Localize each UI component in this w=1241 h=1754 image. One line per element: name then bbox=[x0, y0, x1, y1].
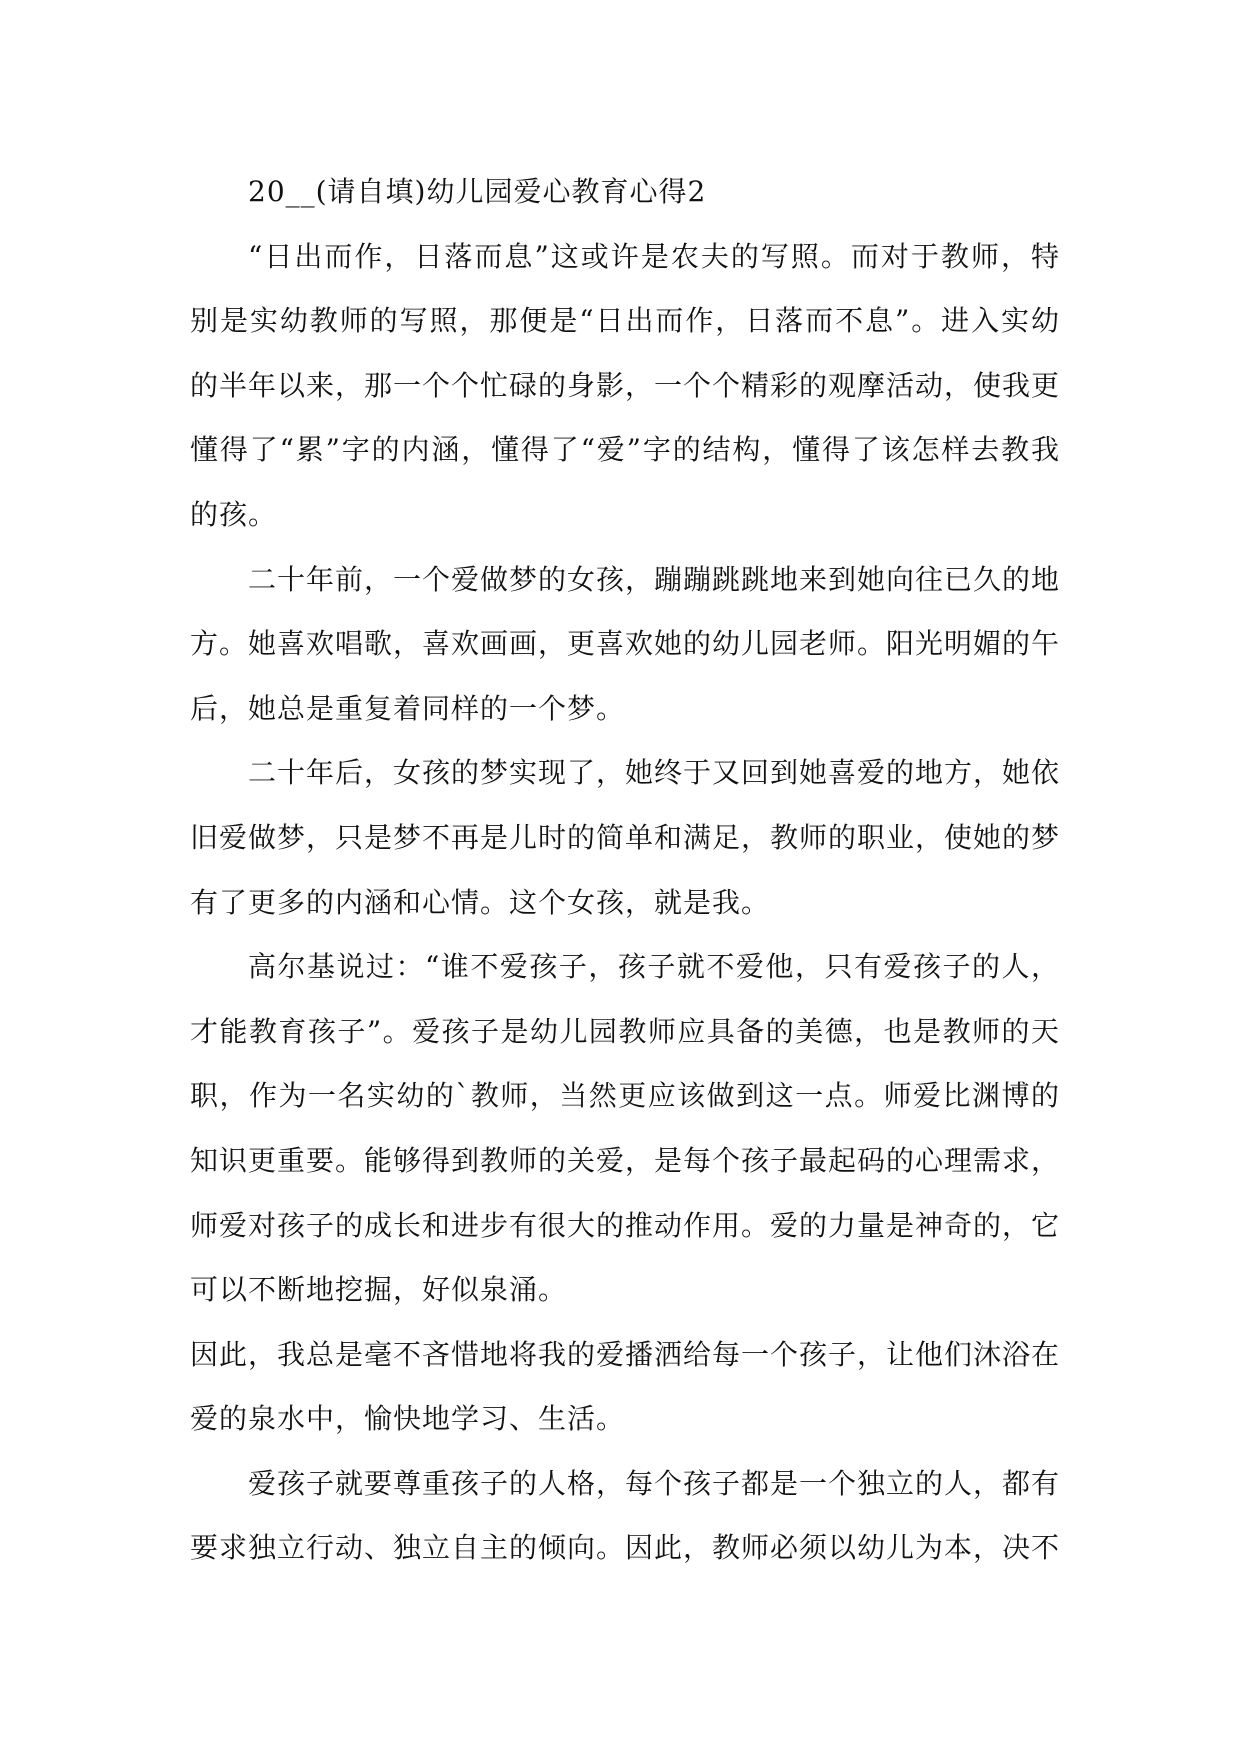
paragraph-1: “日出而作，日落而息”这或许是农夫的写照。而对于教师，特别是实幼教师的写照，那便是“日出而作，日落而不息”。进入实幼的半年以来，那一个个忙碌的身影，一个个精彩的观摩活动，使我更懂得了“累”字的内涵，懂得了“爱”字的结构，懂得了该怎样去教我的孩。 bbox=[190, 239, 1061, 531]
paragraph-6: 爱孩子就要尊重孩子的人格，每个孩子都是一个独立的人，都有要求独立行动、独立自主的倾向。因此，教师必须以幼儿为本，决不 bbox=[190, 1466, 1061, 1565]
paragraph-4: 高尔基说过：“谁不爱孩子，孩子就不爱他，只有爱孩子的人，才能教育孩子”。爱孩子是幼儿园教师应具备的美德，也是教师的天职，作为一名实幼的`教师，当然更应该做到这一点。师爱比渊博的知识更重要。能够得到教师的关爱，是每个孩子最起码的心理需求，师爱对孩子的成长和进步有很大的推动作用。爱的力量是神奇的，它可以不断地挖掘，好似泉涌。 bbox=[190, 950, 1061, 1307]
paragraph-2: 二十年前，一个爱做梦的女孩，蹦蹦跳跳地来到她向往已久的地方。她喜欢唱歌，喜欢画画，更喜欢她的幼儿园老师。阳光明媚的午后，她总是重复着同样的一个梦。 bbox=[190, 562, 1061, 725]
document-title: 20__(请自填)幼儿园爱心教育心得2 bbox=[248, 175, 707, 208]
paragraph-3: 二十年后，女孩的梦实现了，她终于又回到她喜爱的地方，她依旧爱做梦，只是梦不再是儿时的简单和满足，教师的职业，使她的梦有了更多的内涵和心情。这个女孩，就是我。 bbox=[190, 756, 1061, 919]
document-body bbox=[190, 160, 1060, 1581]
paragraph-5: 因此，我总是毫不吝惜地将我的爱播洒给每一个孩子，让他们沐浴在爱的泉水中，愉快地学习、生活。 bbox=[190, 1337, 1061, 1436]
